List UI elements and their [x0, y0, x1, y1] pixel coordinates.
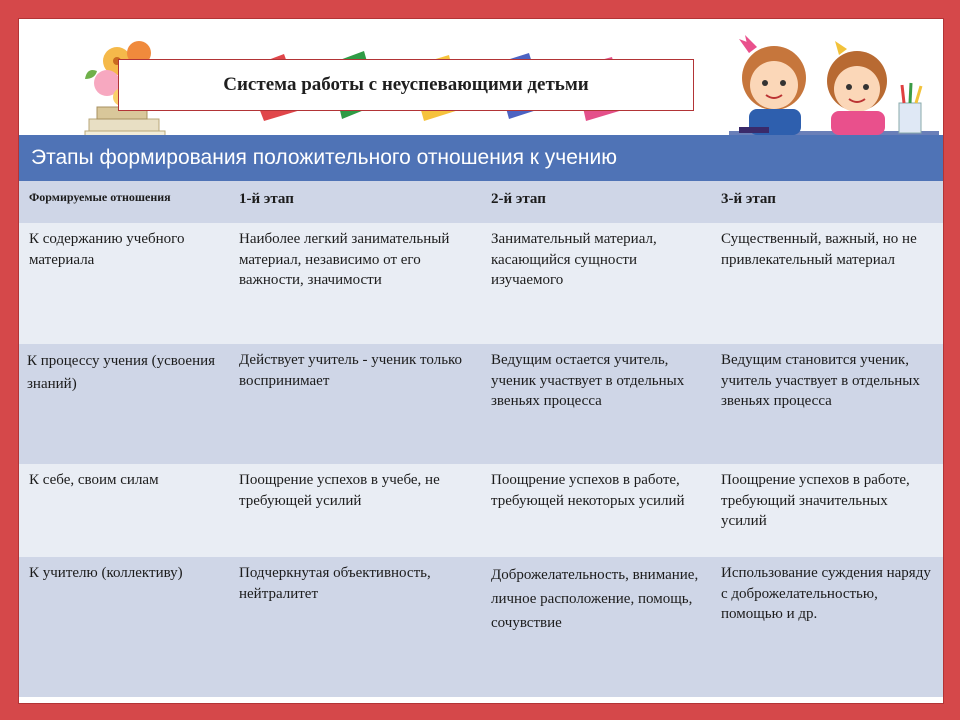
table-row [19, 223, 943, 344]
table-cell: Действует учитель - ученик только воспринимает [239, 352, 463, 389]
table-cell: Ведущим становится ученик, учитель участвует в отдельных звеньях процесса [721, 352, 920, 409]
table-cell: К содержанию учебного материала [29, 231, 185, 268]
header-cell-stage-2: 2-й этап [491, 191, 546, 207]
table-cell: К процессу учения (усвоения знаний) [27, 353, 216, 392]
table-cell: Поощрение успехов в работе, требующий значительных усилий [721, 472, 910, 529]
header-cell-stage-3: 3-й этап [721, 191, 776, 207]
table-cell: Использование суждения наряду с доброжелательностью, помощью и др. [721, 565, 931, 622]
table-header-row [19, 181, 943, 223]
table-cell: Существенный, важный, но не привлекательный материал [721, 231, 917, 268]
table-caption: Этапы формирования положительного отношения к учению [19, 135, 943, 181]
table-cell: Подчеркнутая объективность, нейтралитет [239, 565, 431, 602]
table-cell: К учителю (коллективу) [29, 565, 183, 581]
stages-table [19, 135, 943, 703]
table-row [19, 464, 943, 557]
page-title: Система работы с неуспевающими детьми [118, 59, 694, 111]
children-drawing-icon [719, 23, 944, 151]
table-row [19, 344, 943, 464]
table-cell: Поощрение успехов в работе, требующей некоторых усилий [491, 472, 685, 509]
table-cell: Доброжелательность, внимание, личное расположение, помощь, сочувствие [491, 567, 699, 631]
table-cell: Ведущим остается учитель, ученик участвует в отдельных звеньях процесса [491, 352, 685, 409]
table-cell: К себе, своим силам [29, 472, 159, 488]
slide [18, 18, 944, 704]
header-cell-stage-1: 1-й этап [239, 191, 294, 207]
table-cell: Занимательный материал, касающийся сущности изучаемого [491, 231, 657, 288]
header-cell-relations: Формируемые отношения [29, 190, 171, 204]
table-row [19, 557, 943, 697]
table-cell: Поощрение успехов в учебе, не требующей усилий [239, 472, 440, 509]
table-cell: Наиболее легкий занимательный материал, независимо от его важности, значимости [239, 231, 450, 288]
